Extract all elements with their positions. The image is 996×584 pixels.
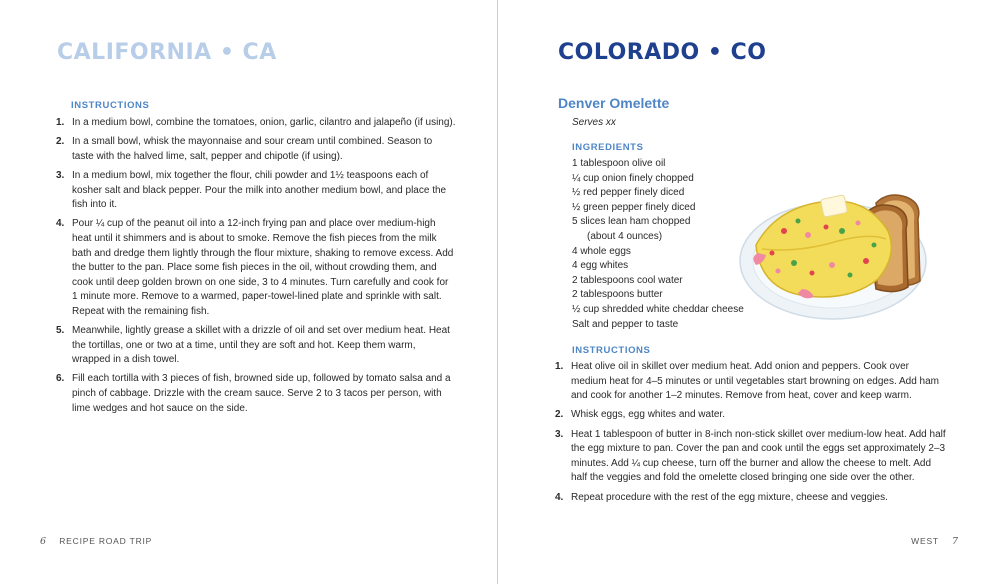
instruction-step: 3. In a medium bowl, mix together the flour, chili powder and 1½ teaspoons each of kosher salt and black pepper. Pour the milk into another medium bowl, and place the fish into it. — [56, 169, 447, 211]
ingredient-item: 4 egg whites — [572, 260, 629, 272]
ingredient-item: ½ green pepper finely diced — [572, 201, 696, 213]
running-header: RECIPE ROAD TRIP — [59, 536, 153, 546]
instructions-list — [56, 116, 456, 421]
instruction-step: 6. Fill each tortilla with 3 pieces of fish, browned side up, followed by tomato salsa and a pinch of cabbage. Drizzle with the cream sauce. Serve 2 to 3 tacos per person, with lime wedges and hot sauce on the side. — [56, 373, 451, 414]
instructions-list — [555, 360, 947, 510]
instruction-step: 2. Whisk eggs, egg whites and water. — [555, 409, 725, 421]
ingredient-item: Salt and pepper to taste — [572, 318, 679, 330]
instruction-step: 4. Repeat procedure with the rest of the egg mixture, cheese and veggies. — [555, 491, 888, 503]
instructions-heading: INSTRUCTIONS — [572, 345, 651, 356]
page-number: 7 — [951, 536, 958, 547]
left-page — [0, 0, 497, 584]
ingredients-heading: INGREDIENTS — [572, 142, 644, 153]
ingredient-item: (about 4 ounces) — [587, 230, 663, 242]
recipe-title: Denver Omelette — [558, 95, 670, 111]
ingredients-list — [572, 157, 762, 332]
state-title-california: CALIFORNIA • CA — [57, 40, 277, 65]
instruction-step: 4. Pour ¼ cup of the peanut oil into a 12-inch frying pan and place over medium-high heat until it shimmers and is about to smoke. Remove the fish pieces from the milk bath and dredge them lightly through the flour mixture, shaking to remove excess. Add the butter to the pan. Place some fish pieces in the oil, without crowding them, and cook until deep golden brown on one side, 3 to 4 minutes. Turn carefully and cook for 1 minute more. Remove to a warmed, paper-towel-lined plate and sprinkle with salt. Repeat with the remaining fish. — [56, 218, 454, 317]
ingredient-item: 5 slices lean ham chopped — [572, 216, 691, 228]
right-footer — [911, 536, 958, 547]
ingredient-item: 4 whole eggs — [572, 245, 631, 257]
page-number: 6 — [40, 536, 47, 547]
ingredient-item: ½ cup shredded white cheddar cheese — [572, 303, 744, 315]
serves-line: Serves xx — [572, 117, 616, 128]
instruction-step: 2. In a small bowl, whisk the mayonnaise and sour cream until combined. Season to taste with the halved lime, salt, pepper and chipotle (if using). — [56, 136, 433, 162]
left-footer — [40, 536, 152, 547]
state-title-colorado: COLORADO • CO — [558, 40, 767, 65]
ingredient-item: ½ red pepper finely diced — [572, 187, 685, 199]
instructions-heading: INSTRUCTIONS — [71, 100, 150, 111]
omelette-illustration — [738, 183, 938, 323]
running-header: WEST — [911, 536, 939, 546]
right-page — [498, 0, 996, 584]
ingredient-item: 2 tablespoons butter — [572, 289, 663, 301]
instruction-step: 5. Meanwhile, lightly grease a skillet with a drizzle of oil and set over medium heat. Heat the tortillas, one or two at a time, until they are soft and hot. Keep them warm, wrapped in a dish towel. — [56, 325, 450, 366]
instruction-step: 1. In a medium bowl, combine the tomatoes, onion, garlic, cilantro and jalapeño (if using). — [56, 117, 456, 128]
instruction-step: 1. Heat olive oil in skillet over medium heat. Add onion and peppers. Cook over medium heat for 4–5 minutes or until vegetables start browning on edges. Add ham and cook for another 1–2 minutes. Remove from heat, cover and keep warm. — [555, 361, 939, 402]
ingredient-item: 1 tablespoon olive oil — [572, 158, 666, 169]
ingredient-item: ¼ cup onion finely chopped — [572, 172, 694, 184]
ingredient-item: 2 tablespoons cool water — [572, 274, 683, 286]
instruction-step: 3. Heat 1 tablespoon of butter in 8-inch non-stick skillet over medium-low heat. Add half the egg mixture to pan. Cover the pan and cook until the eggs set approximately 2–3 minutes. Add ¼ cup cheese, turn off the burner and allow the cheese to melt. Add half the veggies and fold the omelette closed bringing one side over the other. — [555, 428, 946, 484]
